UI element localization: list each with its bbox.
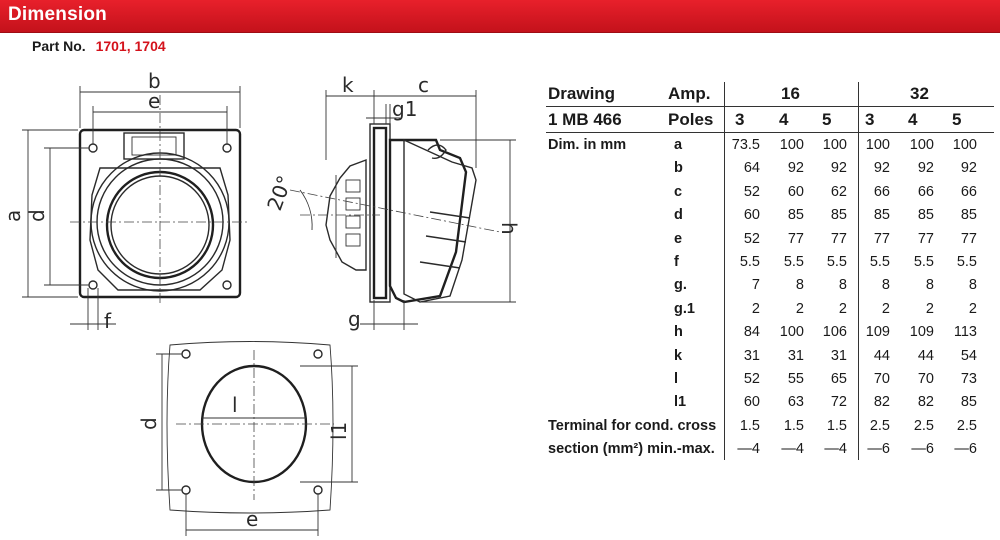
amp-group-32: 32 <box>910 84 929 103</box>
dim-b-label: b <box>148 69 161 93</box>
table-cell: 44 <box>917 347 934 364</box>
table-cell: 77 <box>917 230 934 247</box>
table-cell: 100 <box>952 137 977 153</box>
drawing-label: Drawing <box>548 84 616 103</box>
table-cell: 60 <box>743 394 760 411</box>
row-key: g.1 <box>674 300 695 317</box>
dim-cut-e-label: e <box>246 507 259 531</box>
drawing-number: 1 MB 466 <box>548 110 622 129</box>
table-cell: 64 <box>743 160 760 177</box>
table-cell: 55 <box>787 371 804 387</box>
dim-e-label: e <box>148 89 161 113</box>
table-cell: 54 <box>960 347 977 364</box>
terminal-cell: 1.5 <box>783 417 804 434</box>
row-key: k <box>674 347 683 364</box>
table-row <box>546 274 994 297</box>
table-cell: 73.5 <box>731 137 760 153</box>
table-cell: 60 <box>743 207 760 224</box>
table-cell: 31 <box>830 347 847 364</box>
terminal-cell: —6 <box>867 441 890 458</box>
table-cell: 8 <box>838 277 847 294</box>
table-cell: 5.5 <box>739 254 760 270</box>
pole-col-2: 4 <box>779 110 789 129</box>
table-cell: 92 <box>960 160 977 177</box>
row-key: e <box>674 230 683 247</box>
table-cell: 5.5 <box>826 254 847 270</box>
table-header-amp-row <box>546 82 994 105</box>
table-cell: 85 <box>830 207 847 224</box>
table-row <box>546 298 994 321</box>
table-cell: 7 <box>751 277 760 294</box>
dim-f-label: f <box>104 309 112 333</box>
amp-divider <box>726 106 988 107</box>
table-row <box>546 204 994 227</box>
table-cell: 77 <box>787 230 804 247</box>
terminal-max-row <box>546 438 994 461</box>
table-cell: 70 <box>917 371 934 387</box>
pole-col-1: 3 <box>735 110 745 129</box>
table-row <box>546 228 994 251</box>
table-cell: 52 <box>743 371 760 387</box>
table-cell: 8 <box>881 277 890 294</box>
pole-col-4: 3 <box>865 110 875 129</box>
table-cell: 5.5 <box>913 254 934 270</box>
poles-label: Poles <box>668 110 714 129</box>
amp-label: Amp. <box>668 84 711 103</box>
table-cell: 66 <box>960 183 977 200</box>
table-cell: 2 <box>881 300 890 317</box>
table-row <box>546 345 994 368</box>
dim-k-label: k <box>342 73 354 97</box>
table-cell: 52 <box>743 183 760 200</box>
table-cell: 84 <box>743 324 760 341</box>
table-cell: 100 <box>779 137 804 153</box>
row-key: c <box>674 183 683 200</box>
terminal-label: section (mm²) min.-max. <box>548 441 715 458</box>
table-cell: 100 <box>779 324 804 341</box>
table-cell: 72 <box>830 394 847 411</box>
dim-cut-l1-label: l1 <box>327 421 351 440</box>
table-cell: 100 <box>865 137 890 153</box>
dim-cut-l-label: l <box>232 393 238 417</box>
terminal-cell: 2.5 <box>956 417 977 434</box>
row-key: b <box>674 160 683 177</box>
dim-unit-label: Dim. in mm <box>548 137 627 153</box>
pole-col-3: 5 <box>822 110 832 129</box>
terminal-cell: —4 <box>737 441 760 458</box>
terminal-cell: 1.5 <box>826 417 847 434</box>
table-cell: 8 <box>968 277 977 294</box>
table-cell: 92 <box>873 160 890 177</box>
table-cell: 8 <box>925 277 934 294</box>
dim-c-label: c <box>418 73 429 97</box>
table-cell: 31 <box>743 347 760 364</box>
table-cell: 77 <box>830 230 847 247</box>
terminal-cell: —6 <box>954 441 977 458</box>
terminal-min-row <box>546 415 994 438</box>
dim-g-label: g <box>348 307 361 331</box>
table-cell: 2 <box>838 300 847 317</box>
table-cell: 44 <box>873 347 890 364</box>
table-header-poles-row <box>546 108 994 131</box>
table-cell: 85 <box>787 207 804 224</box>
dim-a-label: a <box>1 209 25 222</box>
table-cell: 65 <box>830 371 847 387</box>
table-cell: 2 <box>751 300 760 317</box>
terminal-cell: —4 <box>781 441 804 458</box>
table-cell: 66 <box>873 183 890 200</box>
row-key: l1 <box>674 394 687 411</box>
table-cell: 5.5 <box>956 254 977 270</box>
dim-g1-label: g1 <box>392 97 418 121</box>
table-row <box>546 321 994 344</box>
table-row <box>546 251 994 274</box>
table-cell: 109 <box>865 324 890 341</box>
page-title: Dimension <box>8 4 107 25</box>
terminal-label: Terminal for cond. cross <box>548 417 717 434</box>
amp-group-16: 16 <box>781 84 800 103</box>
table-cell: 63 <box>787 394 804 411</box>
pole-col-5: 4 <box>908 110 918 129</box>
table-cell: 2 <box>925 300 934 317</box>
table-cell: 85 <box>873 207 890 224</box>
table-cell: 77 <box>873 230 890 247</box>
table-cell: 85 <box>960 207 977 224</box>
dim-cut-d-label: d <box>137 417 161 430</box>
table-cell: 5.5 <box>783 254 804 270</box>
dim-h-label: h <box>497 222 521 235</box>
table-cell: 73 <box>960 371 977 387</box>
dim-d-label: d <box>25 209 49 222</box>
dim-angle-label: 20° <box>262 172 297 214</box>
table-cell: 100 <box>909 137 934 153</box>
table-cell: 66 <box>917 183 934 200</box>
terminal-cell: 1.5 <box>739 417 760 434</box>
row-key: a <box>674 137 683 153</box>
row-key: g. <box>674 277 687 294</box>
table-cell: 77 <box>960 230 977 247</box>
table-cell: 106 <box>822 324 847 341</box>
row-key: h <box>674 324 683 341</box>
header-divider-2 <box>546 132 994 133</box>
table-cell: 52 <box>743 230 760 247</box>
table-cell: 31 <box>787 347 804 364</box>
table-row <box>546 368 994 391</box>
table-cell: 92 <box>787 160 804 177</box>
side-view <box>262 73 521 331</box>
table-cell: 82 <box>873 394 890 411</box>
table-cell: 2 <box>968 300 977 317</box>
terminal-cell: 2.5 <box>869 417 890 434</box>
pole-col-6: 5 <box>952 110 962 129</box>
table-cell: 82 <box>917 394 934 411</box>
table-cell: 100 <box>822 137 847 153</box>
table-cell: 85 <box>917 207 934 224</box>
table-cell: 62 <box>830 183 847 200</box>
row-key: d <box>674 207 683 224</box>
table-row <box>546 391 994 414</box>
table-cell: 92 <box>917 160 934 177</box>
table-row <box>546 134 994 157</box>
terminal-cell: —4 <box>824 441 847 458</box>
table-cell: 60 <box>787 183 804 200</box>
terminal-cell: —6 <box>911 441 934 458</box>
table-cell: 85 <box>960 394 977 411</box>
table-cell: 109 <box>909 324 934 341</box>
table-row <box>546 157 994 180</box>
part-number-value: 1701, 1704 <box>95 38 166 54</box>
table-cell: 70 <box>873 371 890 387</box>
table-cell: 92 <box>830 160 847 177</box>
row-key: l <box>674 371 679 387</box>
table-cell: 2 <box>795 300 804 317</box>
table-cell: 113 <box>953 324 977 341</box>
table-row <box>546 181 994 204</box>
cutout-view <box>137 342 358 537</box>
part-number-label: Part No. <box>32 38 86 54</box>
table-cell: 8 <box>795 277 804 294</box>
table-cell: 5.5 <box>869 254 890 270</box>
front-view <box>1 69 250 333</box>
row-key: f <box>674 254 679 270</box>
terminal-cell: 2.5 <box>913 417 934 434</box>
